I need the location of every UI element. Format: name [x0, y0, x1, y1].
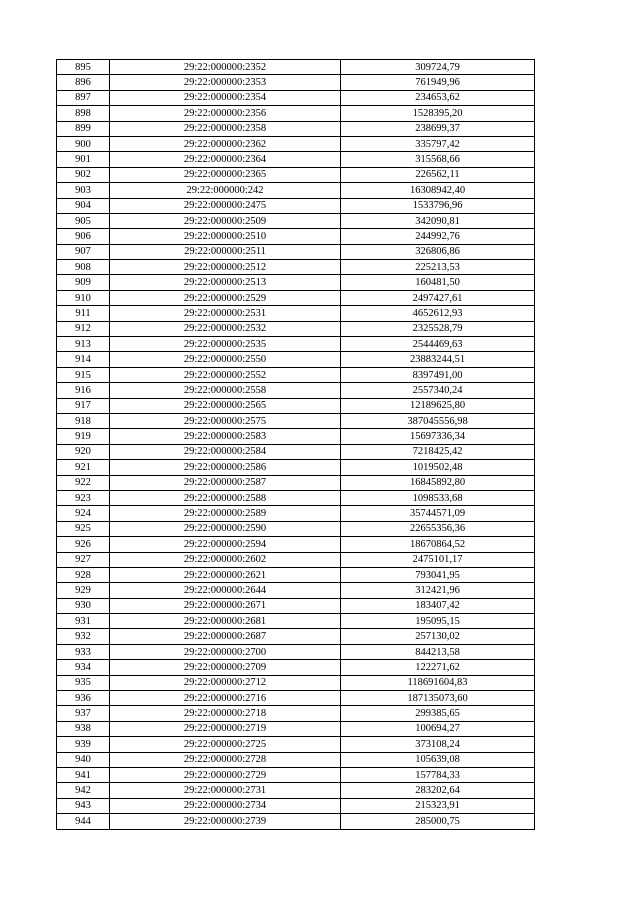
row-number-cell: 914: [57, 352, 110, 367]
cadastral-number-cell: 29:22:000000:2565: [110, 398, 341, 413]
value-cell: 2544469,63: [341, 337, 535, 352]
value-cell: 16308942,40: [341, 183, 535, 198]
value-cell: 387045556,98: [341, 413, 535, 428]
row-number-cell: 929: [57, 583, 110, 598]
table-row: [57, 460, 535, 475]
cadastral-number-cell: 29:22:000000:2589: [110, 506, 341, 521]
table-row: [57, 506, 535, 521]
value-cell: 299385,65: [341, 706, 535, 721]
value-cell: 16845892,80: [341, 475, 535, 490]
row-number-cell: 927: [57, 552, 110, 567]
cadastral-number-cell: 29:22:000000:2729: [110, 767, 341, 782]
row-number-cell: 941: [57, 767, 110, 782]
cadastral-number-cell: 29:22:000000:2602: [110, 552, 341, 567]
cadastral-number-cell: 29:22:000000:2365: [110, 167, 341, 182]
table-row: [57, 229, 535, 244]
table-row: [57, 106, 535, 121]
table-row: [57, 321, 535, 336]
cadastral-number-cell: 29:22:000000:2510: [110, 229, 341, 244]
cadastral-number-cell: 29:22:000000:2590: [110, 521, 341, 536]
value-cell: 12189625,80: [341, 398, 535, 413]
row-number-cell: 919: [57, 429, 110, 444]
cadastral-number-cell: 29:22:000000:2531: [110, 306, 341, 321]
cadastral-number-cell: 29:22:000000:2352: [110, 60, 341, 75]
row-number-cell: 938: [57, 721, 110, 736]
cadastral-number-cell: 29:22:000000:242: [110, 183, 341, 198]
table-row: [57, 367, 535, 382]
value-cell: 844213,58: [341, 644, 535, 659]
table-row: [57, 290, 535, 305]
table-row: [57, 767, 535, 782]
row-number-cell: 923: [57, 490, 110, 505]
row-number-cell: 926: [57, 537, 110, 552]
cadastral-number-cell: 29:22:000000:2731: [110, 783, 341, 798]
row-number-cell: 912: [57, 321, 110, 336]
table-row: [57, 413, 535, 428]
cadastral-number-cell: 29:22:000000:2475: [110, 198, 341, 213]
value-cell: 1098533,68: [341, 490, 535, 505]
value-cell: 244992,76: [341, 229, 535, 244]
cadastral-number-cell: 29:22:000000:2529: [110, 290, 341, 305]
value-cell: 105639,08: [341, 752, 535, 767]
value-cell: 2557340,24: [341, 383, 535, 398]
value-cell: 309724,79: [341, 60, 535, 75]
value-cell: 257130,02: [341, 629, 535, 644]
cadastral-number-cell: 29:22:000000:2712: [110, 675, 341, 690]
table-row: [57, 583, 535, 598]
cadastral-value-table: [56, 59, 535, 830]
value-cell: 18670864,52: [341, 537, 535, 552]
value-cell: 157784,33: [341, 767, 535, 782]
value-cell: 187135073,60: [341, 691, 535, 706]
row-number-cell: 898: [57, 106, 110, 121]
cadastral-number-cell: 29:22:000000:2358: [110, 121, 341, 136]
table-row: [57, 475, 535, 490]
table-row: [57, 337, 535, 352]
value-cell: 215323,91: [341, 798, 535, 813]
table-row: [57, 490, 535, 505]
row-number-cell: 942: [57, 783, 110, 798]
value-cell: 1533796,96: [341, 198, 535, 213]
cadastral-number-cell: 29:22:000000:2734: [110, 798, 341, 813]
table-row: [57, 244, 535, 259]
value-cell: 283202,64: [341, 783, 535, 798]
row-number-cell: 917: [57, 398, 110, 413]
row-number-cell: 916: [57, 383, 110, 398]
cadastral-number-cell: 29:22:000000:2687: [110, 629, 341, 644]
value-cell: 2475101,17: [341, 552, 535, 567]
value-cell: 23883244,51: [341, 352, 535, 367]
cadastral-number-cell: 29:22:000000:2709: [110, 660, 341, 675]
row-number-cell: 897: [57, 90, 110, 105]
row-number-cell: 928: [57, 567, 110, 582]
table-row: [57, 275, 535, 290]
cadastral-number-cell: 29:22:000000:2584: [110, 444, 341, 459]
table-row: [57, 537, 535, 552]
row-number-cell: 922: [57, 475, 110, 490]
cadastral-number-cell: 29:22:000000:2621: [110, 567, 341, 582]
cadastral-number-cell: 29:22:000000:2594: [110, 537, 341, 552]
row-number-cell: 940: [57, 752, 110, 767]
value-cell: 238699,37: [341, 121, 535, 136]
value-cell: 225213,53: [341, 260, 535, 275]
row-number-cell: 913: [57, 337, 110, 352]
table-row: [57, 306, 535, 321]
table-row: [57, 598, 535, 613]
table-row: [57, 260, 535, 275]
cadastral-number-cell: 29:22:000000:2728: [110, 752, 341, 767]
value-cell: 2325528,79: [341, 321, 535, 336]
row-number-cell: 911: [57, 306, 110, 321]
table-row: [57, 213, 535, 228]
value-cell: 183407,42: [341, 598, 535, 613]
row-number-cell: 937: [57, 706, 110, 721]
value-cell: 160481,50: [341, 275, 535, 290]
row-number-cell: 921: [57, 460, 110, 475]
table-body: [57, 60, 535, 830]
table-row: [57, 675, 535, 690]
cadastral-number-cell: 29:22:000000:2552: [110, 367, 341, 382]
value-cell: 15697336,34: [341, 429, 535, 444]
table-row: [57, 352, 535, 367]
table-row: [57, 552, 535, 567]
table-row: [57, 198, 535, 213]
value-cell: 122271,62: [341, 660, 535, 675]
value-cell: 793041,95: [341, 567, 535, 582]
cadastral-number-cell: 29:22:000000:2587: [110, 475, 341, 490]
row-number-cell: 939: [57, 737, 110, 752]
row-number-cell: 918: [57, 413, 110, 428]
value-cell: 285000,75: [341, 814, 535, 829]
value-cell: 326806,86: [341, 244, 535, 259]
cadastral-number-cell: 29:22:000000:2353: [110, 75, 341, 90]
table-row: [57, 644, 535, 659]
value-cell: 761949,96: [341, 75, 535, 90]
value-cell: 8397491,00: [341, 367, 535, 382]
row-number-cell: 909: [57, 275, 110, 290]
cadastral-number-cell: 29:22:000000:2535: [110, 337, 341, 352]
table-row: [57, 521, 535, 536]
row-number-cell: 943: [57, 798, 110, 813]
table-row: [57, 737, 535, 752]
cadastral-number-cell: 29:22:000000:2354: [110, 90, 341, 105]
row-number-cell: 920: [57, 444, 110, 459]
row-number-cell: 896: [57, 75, 110, 90]
table-row: [57, 75, 535, 90]
table-row: [57, 90, 535, 105]
value-cell: 342090,81: [341, 213, 535, 228]
table-row: [57, 398, 535, 413]
cadastral-number-cell: 29:22:000000:2509: [110, 213, 341, 228]
row-number-cell: 899: [57, 121, 110, 136]
value-cell: 35744571,09: [341, 506, 535, 521]
value-cell: 315568,66: [341, 152, 535, 167]
cadastral-number-cell: 29:22:000000:2700: [110, 644, 341, 659]
table-row: [57, 614, 535, 629]
value-cell: 1019502,48: [341, 460, 535, 475]
cadastral-number-cell: 29:22:000000:2725: [110, 737, 341, 752]
table-row: [57, 121, 535, 136]
cadastral-number-cell: 29:22:000000:2586: [110, 460, 341, 475]
cadastral-number-cell: 29:22:000000:2356: [110, 106, 341, 121]
row-number-cell: 905: [57, 213, 110, 228]
row-number-cell: 915: [57, 367, 110, 382]
value-cell: 1528395,20: [341, 106, 535, 121]
row-number-cell: 932: [57, 629, 110, 644]
cadastral-number-cell: 29:22:000000:2644: [110, 583, 341, 598]
table-row: [57, 167, 535, 182]
cadastral-number-cell: 29:22:000000:2716: [110, 691, 341, 706]
row-number-cell: 924: [57, 506, 110, 521]
cadastral-number-cell: 29:22:000000:2719: [110, 721, 341, 736]
table-row: [57, 567, 535, 582]
cadastral-number-cell: 29:22:000000:2671: [110, 598, 341, 613]
value-cell: 335797,42: [341, 136, 535, 151]
row-number-cell: 895: [57, 60, 110, 75]
cadastral-number-cell: 29:22:000000:2512: [110, 260, 341, 275]
table-row: [57, 660, 535, 675]
cadastral-number-cell: 29:22:000000:2511: [110, 244, 341, 259]
table-row: [57, 429, 535, 444]
table-row: [57, 752, 535, 767]
cadastral-number-cell: 29:22:000000:2550: [110, 352, 341, 367]
cadastral-number-cell: 29:22:000000:2364: [110, 152, 341, 167]
table-row: [57, 783, 535, 798]
row-number-cell: 925: [57, 521, 110, 536]
cadastral-number-cell: 29:22:000000:2739: [110, 814, 341, 829]
table-row: [57, 814, 535, 829]
row-number-cell: 901: [57, 152, 110, 167]
value-cell: 226562,11: [341, 167, 535, 182]
cadastral-number-cell: 29:22:000000:2718: [110, 706, 341, 721]
row-number-cell: 933: [57, 644, 110, 659]
table-row: [57, 721, 535, 736]
row-number-cell: 934: [57, 660, 110, 675]
value-cell: 22655356,36: [341, 521, 535, 536]
cadastral-number-cell: 29:22:000000:2558: [110, 383, 341, 398]
row-number-cell: 944: [57, 814, 110, 829]
table-row: [57, 706, 535, 721]
table-row: [57, 691, 535, 706]
table-row: [57, 152, 535, 167]
value-cell: 312421,96: [341, 583, 535, 598]
value-cell: 4652612,93: [341, 306, 535, 321]
row-number-cell: 904: [57, 198, 110, 213]
row-number-cell: 900: [57, 136, 110, 151]
row-number-cell: 907: [57, 244, 110, 259]
row-number-cell: 935: [57, 675, 110, 690]
cadastral-number-cell: 29:22:000000:2588: [110, 490, 341, 505]
row-number-cell: 902: [57, 167, 110, 182]
row-number-cell: 903: [57, 183, 110, 198]
row-number-cell: 931: [57, 614, 110, 629]
row-number-cell: 908: [57, 260, 110, 275]
cadastral-number-cell: 29:22:000000:2513: [110, 275, 341, 290]
value-cell: 7218425,42: [341, 444, 535, 459]
row-number-cell: 930: [57, 598, 110, 613]
cadastral-number-cell: 29:22:000000:2583: [110, 429, 341, 444]
row-number-cell: 906: [57, 229, 110, 244]
cadastral-number-cell: 29:22:000000:2681: [110, 614, 341, 629]
cadastral-number-cell: 29:22:000000:2362: [110, 136, 341, 151]
value-cell: 118691604,83: [341, 675, 535, 690]
value-cell: 2497427,61: [341, 290, 535, 305]
table-row: [57, 629, 535, 644]
row-number-cell: 936: [57, 691, 110, 706]
table-row: [57, 60, 535, 75]
row-number-cell: 910: [57, 290, 110, 305]
table-row: [57, 383, 535, 398]
table-row: [57, 444, 535, 459]
cadastral-number-cell: 29:22:000000:2532: [110, 321, 341, 336]
table-row: [57, 136, 535, 151]
value-cell: 195095,15: [341, 614, 535, 629]
value-cell: 373108,24: [341, 737, 535, 752]
table-row: [57, 183, 535, 198]
cadastral-number-cell: 29:22:000000:2575: [110, 413, 341, 428]
value-cell: 234653,62: [341, 90, 535, 105]
table-row: [57, 798, 535, 813]
value-cell: 100694,27: [341, 721, 535, 736]
